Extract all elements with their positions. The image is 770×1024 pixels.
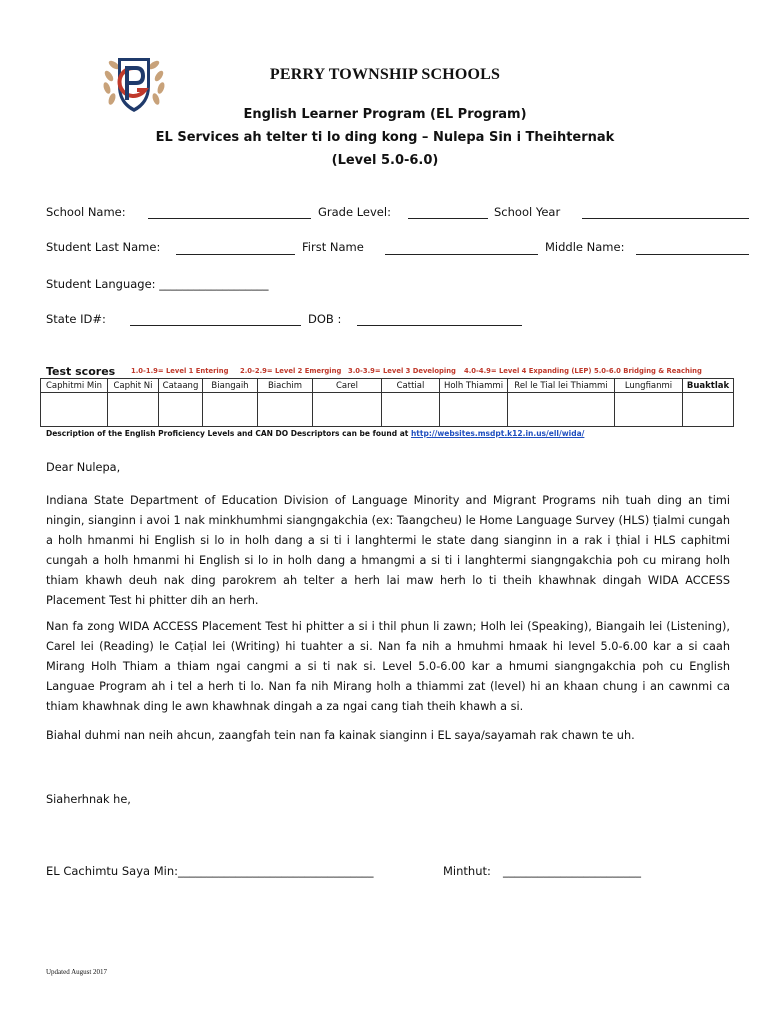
score-cell[interactable] [440,393,508,427]
score-cell[interactable] [258,393,313,427]
score-cell[interactable] [41,393,108,427]
school-name-label: School Name: [46,205,126,219]
school-year-label: School Year [494,205,561,219]
level-range: (Level 5.0-6.0) [331,153,439,168]
column-header: Biachim [258,379,313,393]
column-header: Lungfianmi [615,379,683,393]
date-label: Minthut: [443,864,491,878]
dob-field[interactable] [357,311,522,326]
legend-level-2: 2.0-2.9= Level 2 Emerging [240,367,342,375]
paragraph-1: Indiana State Department of Education Division of Language Minority and Migrant Programs nih tuah ding an timi ningin, sianginn i avoi 1 nak minkhumhmi siangngakchia (ex: Taangcheu) le Home Language Survey (HLS) ṭialmi cungah a holh hmanmi hi English si lo in holh dang a si ti i langhtermi le state dang sianginn in a rak i ṭhial i HLS caphitmi cungah a holh hmanmi hi English si lo in holh dang a hmangmi a si ti i langhtermi siangngakchia poh cu mirang holh thiam khawh deuh nak ding parokrem ah telter a herh lai maw herh lo ti theih khawhnak dingah WIDA ACCESS Placement Test hi phitter dih an herh. [46,494,730,607]
student-last-name-label: Student Last Name: [46,240,161,254]
column-header: Cataang [159,379,203,393]
legend-level-5: 5.0-6.0 Bridging & Reaching [594,367,702,375]
table-header-row [41,379,734,393]
school-name-field[interactable] [148,204,311,219]
first-name-label: First Name [302,240,364,254]
student-language-field[interactable]: Student Language: ___________________ [46,277,269,291]
table-row [41,393,734,427]
school-year-field[interactable] [582,204,749,219]
column-header: Cattial [382,379,440,393]
proficiency-description [46,429,584,438]
test-scores-title: Test scores [46,365,116,378]
column-header: Holh Thiammi [440,379,508,393]
score-cell[interactable] [615,393,683,427]
student-last-name-field[interactable] [176,240,295,255]
column-header: Carel [313,379,382,393]
closing: Siaherhnak he, [46,793,131,806]
legend-level-4: 4.0-4.9= Level 4 Expanding (LEP) [464,367,592,375]
middle-name-field[interactable] [636,240,749,255]
legend-level-1: 1.0-1.9= Level 1 Entering [131,367,229,375]
state-id-field[interactable] [130,311,301,326]
date-field[interactable]: ________________________ [503,864,641,878]
middle-name-label: Middle Name: [545,240,625,254]
score-cell[interactable] [159,393,203,427]
column-header: Caphitmi Min [41,379,108,393]
updated-note: Updated August 2017 [46,968,108,976]
score-cell[interactable] [108,393,159,427]
description-text: Description of the English Proficiency Levels and CAN DO Descriptors can be found at [46,429,411,438]
score-cell[interactable] [683,393,734,427]
paragraph-2: Nan fa zong WIDA ACCESS Placement Test hi phitter a si i thil phun li zawn; Holh lei (Speaking), Biangaih lei (Listening), Carel lei (Reading) le Caṭial lei (Writing) hi tuahter a si. Nan fa nih a hmuhmi hmaak hi level 5.0-6.00 kar a si caah Mirang Holh Thiam a thiam ngai cangmi a si ti nak si. Level 5.0-6.00 kar a hmumi siangngakchia poh cu English Languae Program ah i tel a herh ti lo. Nan fa nih Mirang holh a thiammi zat (level) hi an khaan chung i an cawnmi ca thiam khawhnak ding le awn khawhnak dingah a za ngai cang tiah theih khawh a si. [46,620,730,713]
score-cell[interactable] [382,393,440,427]
program-subtitle: EL Services ah telter ti lo ding kong – Nulepa Sin i Theihternak [155,130,615,145]
paragraph-3: Biahal duhmi nan neih ahcun, zaangfah tein nan fa kainak sianginn i EL saya/sayamah rak chawn te uh. [46,729,635,742]
grade-level-label: Grade Level: [318,205,391,219]
program-title: English Learner Program (EL Program) [243,107,527,122]
first-name-field[interactable] [385,240,538,255]
column-header: Rel le Tial lei Thiammi [508,379,615,393]
dob-label: DOB : [308,312,342,326]
score-cell[interactable] [313,393,382,427]
test-scores-table [40,378,734,427]
score-cell[interactable] [203,393,258,427]
column-header: Biangaih [203,379,258,393]
column-header: Caphit Ni [108,379,159,393]
grade-level-field[interactable] [408,204,488,219]
state-id-label: State ID#: [46,312,106,326]
legend-level-3: 3.0-3.9= Level 3 Developing [348,367,456,375]
school-name: PERRY TOWNSHIP SCHOOLS [269,66,501,83]
signature-field[interactable]: EL Cachimtu Saya Min:__________________________________ [46,864,374,878]
score-cell[interactable] [508,393,615,427]
column-header: Buaktlak [683,379,734,393]
wida-link[interactable]: http://websites.msdpt.k12.in.us/ell/wida/ [410,429,585,438]
greeting: Dear Nulepa, [46,461,121,474]
